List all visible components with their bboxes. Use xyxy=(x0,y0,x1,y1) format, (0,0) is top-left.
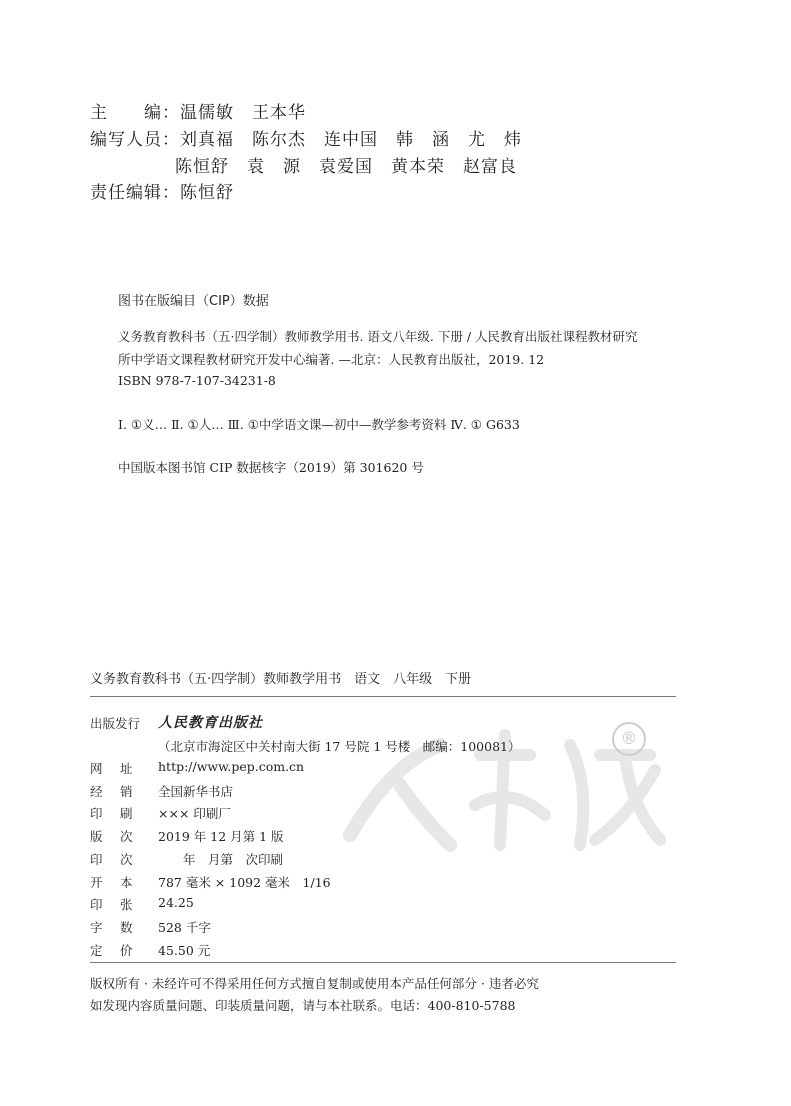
publication-row-value: 24.25 xyxy=(158,895,194,910)
publication-row-value: 787 毫米 × 1092 毫米 1/16 xyxy=(158,875,331,890)
row-label-char-a: 网 xyxy=(90,761,103,776)
publication-row-value: ××× 印刷厂 xyxy=(158,806,231,821)
publication-row-label xyxy=(90,804,133,822)
contact-notice: 如发现内容质量问题、印装质量问题，请与本社联系。电话：400-810-5788 xyxy=(90,998,516,1013)
chief-editor-names: 温儒敏 王本华 xyxy=(180,103,306,123)
divider-top xyxy=(90,696,676,697)
publication-row-value: 全国新华书店 xyxy=(158,784,234,799)
row-label-char-b: 销 xyxy=(120,784,133,799)
chief-editor-label: 主 编： xyxy=(90,103,180,123)
publication-row-label xyxy=(90,827,133,845)
row-label-char-a: 经 xyxy=(90,784,103,799)
publication-row-label xyxy=(90,918,133,936)
publication-row-label xyxy=(90,850,133,868)
publication-row-value: 45.50 元 xyxy=(158,943,211,958)
row-label-char-b: 刷 xyxy=(120,806,133,821)
cip-line-2: 所中学语文课程教材研究开发中心编著. —北京：人民教育出版社，2019. 12 xyxy=(118,352,545,367)
row-label-char-a: 字 xyxy=(90,920,103,935)
registered-mark: ® xyxy=(612,722,646,756)
cip-isbn: ISBN 978-7-107-34231-8 xyxy=(118,373,276,388)
book-title: 义务教育教科书（五·四学制）教师教学用书 语文 八年级 下册 xyxy=(90,672,472,687)
publisher-label: 出版发行 xyxy=(90,716,141,731)
writers-line-1 xyxy=(90,125,522,150)
publication-row-value: http://www.pep.com.cn xyxy=(158,759,305,774)
row-label-char-a: 印 xyxy=(90,897,103,912)
publisher-address: （北京市海淀区中关村南大街 17 号院 1 号楼 邮编：100081） xyxy=(158,739,521,754)
row-label-char-a: 印 xyxy=(90,852,103,867)
cip-classification: Ⅰ. ①义… Ⅱ. ①人… Ⅲ. ①中学语文课—初中—教学参考资料 Ⅳ. ① G633 xyxy=(118,417,520,432)
publication-row-value: 年 月第 次印刷 xyxy=(158,852,284,867)
publication-row-label xyxy=(90,895,133,913)
cip-heading: 图书在版编目（CIP）数据 xyxy=(118,294,269,309)
row-label-char-b: 址 xyxy=(120,761,133,776)
row-label-char-b: 次 xyxy=(120,852,133,867)
publication-row-label xyxy=(90,759,133,777)
row-label-char-a: 开 xyxy=(90,875,103,890)
writers-names-2: 陈恒舒 袁 源 袁爱国 黄本荣 赵富良 xyxy=(175,157,517,177)
publication-row-value: 2019 年 12 月第 1 版 xyxy=(158,829,284,844)
writers-label: 编写人员： xyxy=(90,130,180,150)
responsible-editor-label: 责任编辑： xyxy=(90,183,180,203)
cip-library-note: 中国版本图书馆 CIP 数据核字（2019）第 301620 号 xyxy=(118,460,424,475)
chief-editors-line xyxy=(90,98,306,123)
row-label-char-b: 价 xyxy=(120,943,133,958)
row-label-char-a: 定 xyxy=(90,943,103,958)
writers-names-1: 刘真福 陈尔杰 连中国 韩 涵 尤 炜 xyxy=(180,130,522,150)
cip-line-1: 义务教育教科书（五·四学制）教师教学用书. 语文八年级. 下册 / 人民教育出版社课程教材研究 xyxy=(118,329,638,344)
responsible-editor-name: 陈恒舒 xyxy=(180,183,234,203)
publication-row-value: 528 千字 xyxy=(158,920,211,935)
publisher-logo: 人民教育出版社 xyxy=(158,715,263,731)
row-label-char-a: 版 xyxy=(90,829,103,844)
publication-row-label xyxy=(90,782,133,800)
row-label-char-a: 印 xyxy=(90,806,103,821)
publication-row-label xyxy=(90,941,133,959)
row-label-char-b: 张 xyxy=(120,897,133,912)
row-label-char-b: 次 xyxy=(120,829,133,844)
row-label-char-b: 本 xyxy=(120,875,133,890)
copyright-notice: 版权所有 · 未经许可不得采用任何方式擅自复制或使用本产品任何部分 · 违者必究 xyxy=(90,976,539,991)
divider-bottom xyxy=(90,962,676,963)
responsible-editor-line xyxy=(90,178,234,203)
row-label-char-b: 数 xyxy=(120,920,133,935)
publication-row-label xyxy=(90,873,133,891)
